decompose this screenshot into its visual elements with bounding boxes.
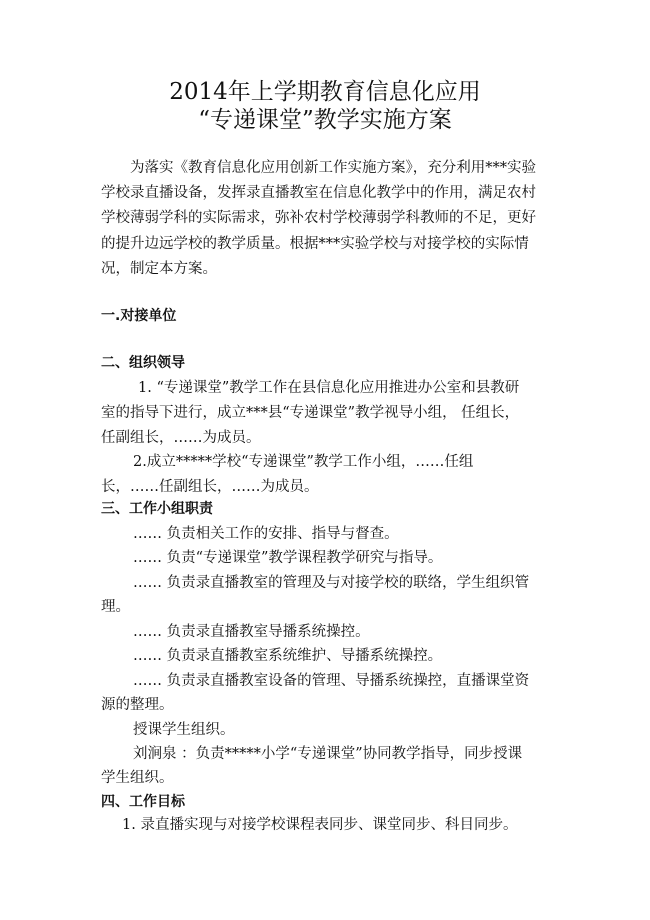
section-heading-units: 一.对接单位 [101,308,177,324]
leadership-line: 1. “专递课堂”教学工作在县信息化应用推进办公室和县教研 [138,380,520,396]
leadership-line: 2.成立*****学校“专递课堂”教学工作小组，……任组 [133,454,474,470]
intro-line: 为落实《教育信息化应用创新工作实施方案》，充分利用***实验 [130,160,536,176]
document-title-line1: 2014年上学期教育信息化应用 [169,79,481,105]
duty-line: …… 负责“专递课堂”教学课程教学研究与指导。 [133,550,443,566]
intro-line: 况，制定本方案。 [101,261,217,277]
duty-line: 理。 [101,599,130,615]
duty-line: 学生组织。 [101,770,174,786]
leadership-line: 室的指导下进行，成立***县“专递课堂”教学视导小组， 任组长， [101,405,520,421]
duty-line: …… 负责录直播教室设备的管理、导播系统操控，直播课堂资 [133,673,530,689]
intro-line: 学校录直播设备，发挥录直播教室在信息化教学中的作用，满足农村 [101,185,536,201]
duty-line: 刘涧泉 ：负责*****小学“专递课堂”协同教学指导，同步授课 [133,746,523,762]
section-heading-leadership: 二、组织领导 [101,355,185,371]
section-heading-goals: 四、工作目标 [101,794,185,810]
duty-line: 授课学生组织。 [133,722,235,738]
goal-line: 1. 录直播实现与对接学校课程表同步、课堂同步、科目同步。 [122,817,518,833]
leadership-line: 长，……任副组长，……为成员。 [101,479,319,495]
duty-line: …… 负责录直播教室系统维护、导播系统操控。 [133,648,443,664]
intro-line: 学校薄弱学科的实际需求，弥补农村学校薄弱学科教师的不足，更好 [101,210,536,226]
section-heading-duties: 三、工作小组职责 [101,501,213,517]
document-title-line2: “专递课堂”教学实施方案 [198,107,452,133]
leadership-line: 任副组长，……为成员。 [101,430,261,446]
intro-line: 的提升边远学校的教学质量。根据***实验学校与对接学校的实际情 [101,236,529,252]
duty-line: …… 负责录直播教室的管理及与对接学校的联络，学生组织管 [133,575,530,591]
duty-line: 源的整理。 [101,697,174,713]
duty-line: …… 负责录直播教室导播系统操控。 [133,624,370,640]
duty-line: …… 负责相关工作的安排、指导与督查。 [133,526,399,542]
